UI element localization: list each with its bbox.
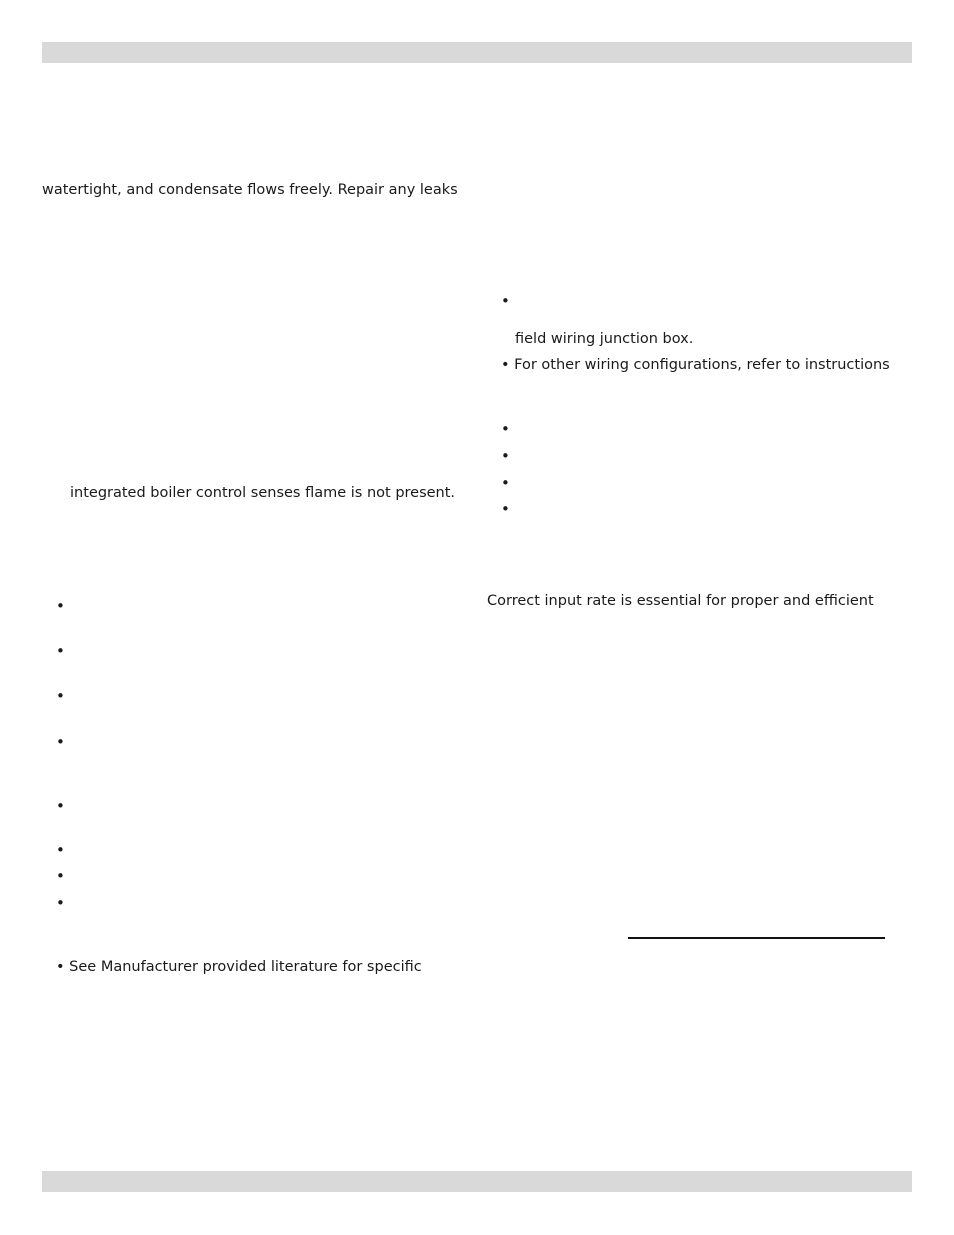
bullet-marker: • bbox=[501, 474, 510, 492]
text-line-other-wiring: • For other wiring configurations, refer to instructions bbox=[501, 357, 890, 373]
bullet-marker: • bbox=[56, 687, 65, 705]
bullet-marker: • bbox=[501, 447, 510, 465]
bullet-marker: • bbox=[56, 597, 65, 615]
header-band bbox=[42, 42, 912, 63]
bullet-marker: • bbox=[501, 292, 510, 310]
text-line-see-literature: • See Manufacturer provided literature for specific bbox=[56, 959, 422, 975]
bullet-marker: • bbox=[56, 797, 65, 815]
text-line-junction-box: field wiring junction box. bbox=[515, 331, 694, 347]
bullet-marker: • bbox=[56, 894, 65, 912]
text-line-input-rate: Correct input rate is essential for proper and efficient bbox=[487, 593, 874, 609]
text-line-flame: integrated boiler control senses flame is not present. bbox=[70, 485, 456, 501]
bullet-marker: • bbox=[56, 867, 65, 885]
text-line-watertight: watertight, and condensate flows freely. Repair any leaks bbox=[42, 182, 458, 198]
bullet-marker: • bbox=[56, 733, 65, 751]
bullet-marker: • bbox=[501, 420, 510, 438]
bullet-marker: • bbox=[56, 841, 65, 859]
footer-band bbox=[42, 1171, 912, 1192]
bullet-marker: • bbox=[501, 500, 510, 518]
bullet-marker: • bbox=[56, 642, 65, 660]
underline-rule bbox=[628, 937, 885, 939]
